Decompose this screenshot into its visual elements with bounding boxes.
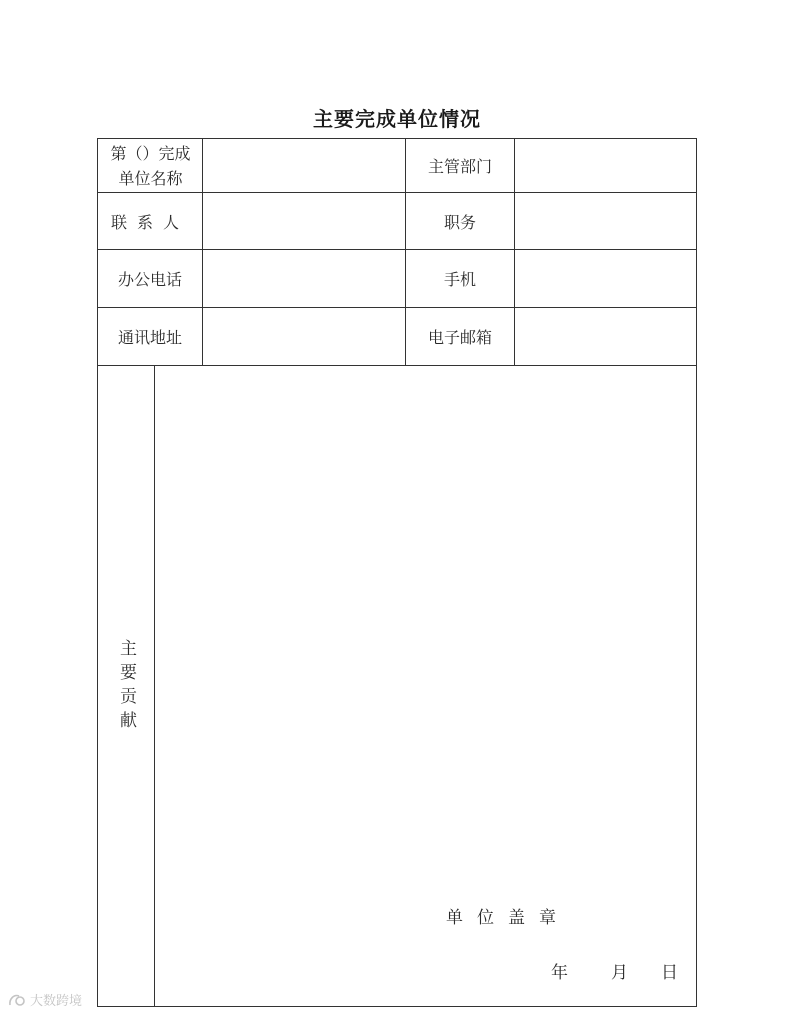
watermark (8, 990, 82, 1009)
position-label: 职务 (443, 212, 476, 232)
form-title: 主要完成单位情况 (313, 107, 481, 131)
watermark-logo-icon (8, 993, 26, 1007)
unit-name-label-line1: 第（）完成 (110, 144, 191, 163)
position-field[interactable] (515, 193, 696, 249)
mobile-field[interactable] (515, 250, 696, 307)
date-month: 月 (611, 963, 628, 983)
email-label: 电子邮箱 (427, 328, 492, 347)
contact-person-field[interactable] (203, 193, 405, 249)
unit-name-label-line2: 单位名称 (118, 169, 183, 188)
department-label: 主管部门 (427, 157, 492, 176)
contribution-label-cell (99, 366, 154, 1007)
date-year: 年 (551, 963, 568, 983)
address-field[interactable] (203, 308, 405, 365)
address-label: 通讯地址 (117, 328, 182, 347)
office-phone-label: 办公电话 (117, 270, 182, 289)
office-phone-field[interactable] (203, 250, 405, 307)
date-day: 日 (661, 963, 678, 983)
contribution-field[interactable] (155, 366, 696, 1006)
seal-label: 单位盖章 (446, 908, 570, 928)
watermark-text: 大数跨境 (30, 994, 83, 1009)
table-border-right (696, 138, 697, 1007)
unit-name-label (99, 140, 202, 192)
unit-name-field[interactable] (203, 139, 405, 192)
contribution-label: 主要贡献 (116, 638, 136, 735)
department-field[interactable] (515, 139, 696, 192)
email-field[interactable] (515, 308, 696, 365)
contact-person-label: 联系人 (110, 212, 189, 232)
table-border-bottom (97, 1006, 697, 1007)
mobile-label: 手机 (443, 270, 476, 289)
